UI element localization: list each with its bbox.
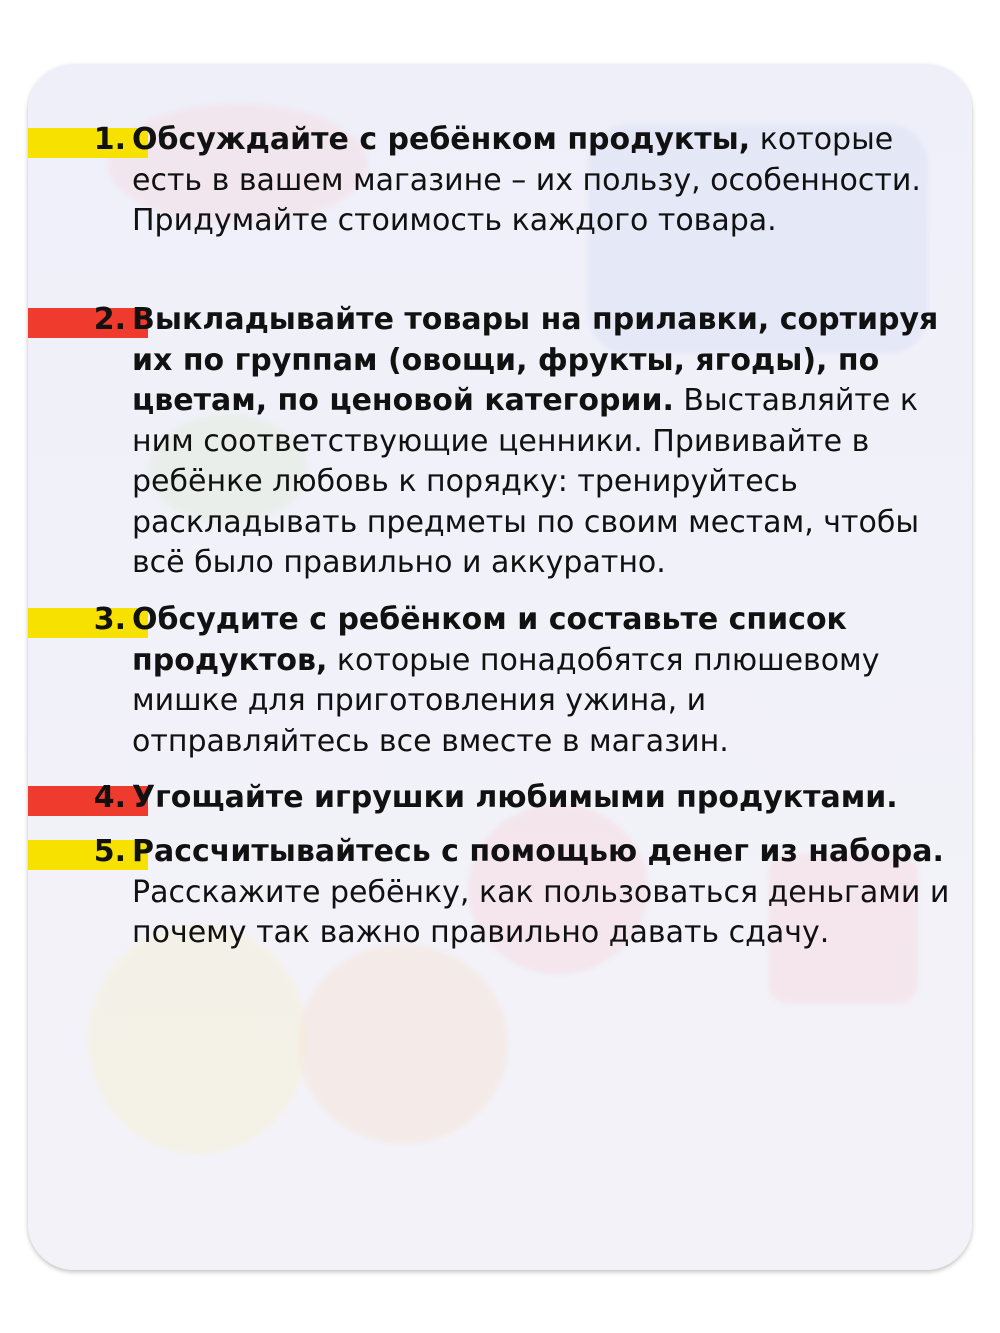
item-regular-text: Выставляйте к ним соответствующие ценники. Прививайте в ребёнке любовь к порядку: тренируйтесь раскладывать предметы по своим местам, чтобы всё было правильно и аккуратно. — [132, 383, 920, 580]
item-number: 1. — [93, 122, 126, 157]
item-regular-text: которые понадобятся плюшевому мишке для приготовления ужина, и отправляйтесь все вместе в магазин. — [132, 642, 880, 759]
item-bold-text: Обсуждайте с ребёнком продукты, — [132, 122, 751, 157]
item-bold-text: Рассчитывайтесь с помощью денег из набора. — [132, 834, 944, 869]
item-bold-text: Выкладывайте товары на прилавки, сортируя их по группам (овощи, фрукты, ягоды), по цветам, по ценовой категории. — [132, 302, 939, 418]
item-bold-text: Обсудите с ребёнком и составьте список продуктов, — [132, 602, 847, 678]
item-text — [132, 600, 952, 762]
item-number: 4. — [93, 780, 126, 815]
item-number: 5. — [93, 834, 126, 869]
item-number: 3. — [93, 602, 126, 637]
item-regular-text: которые есть в вашем магазине – их пользу, особенности. Придумайте стоимость каждого товара. — [132, 122, 921, 238]
item-bold-text: Угощайте игрушки любимыми продуктами. — [132, 780, 898, 815]
background-decoration — [88, 924, 308, 1154]
background-decoration — [298, 944, 508, 1144]
item-number: 2. — [93, 302, 126, 337]
instruction-card — [28, 64, 972, 1270]
item-text — [132, 120, 952, 242]
item-text — [132, 832, 952, 954]
item-regular-text: Расскажите ребёнку, как пользоваться деньгами и почему так важно правильно давать сдачу. — [132, 874, 950, 950]
item-text — [132, 300, 952, 584]
item-text — [132, 778, 952, 819]
